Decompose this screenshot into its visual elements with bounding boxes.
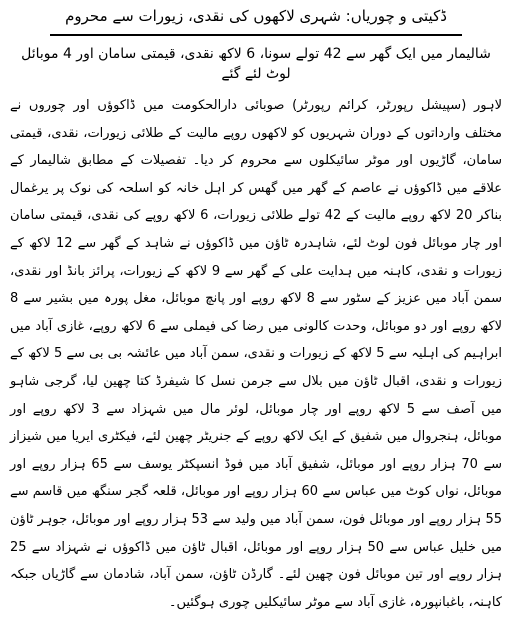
- subheadline: شالیمار میں ایک گھر سے 42 تولے سونا، 6 لاکھ نقدی، قیمتی سامان اور 4 موبائل لوٹ لئے گئے: [21, 46, 491, 82]
- headline: ڈکیتی و چوریاں: شہری لاکھوں کی نقدی، زیورات سے محروم: [65, 7, 447, 25]
- article-body: لاہور (سپیشل رپورٹر، کرائم رپورٹر) صوبائی دارالحکومت میں ڈاکوؤں اور چوروں نے مختلف وارداتوں کے دوران شہریوں کو لاکھوں روپے مالیت کے طلائی زیورات، نقدی، قیمتی سامان، گاڑیوں اور موٹر سائیکلوں سے محروم کر دیا۔ تفصیلات کے مطابق شالیمار کے علاقے میں ڈاکوؤں نے عاصم کے گھر میں گھس کر اہل خانہ کو اسلحہ کی نوک پر یرغمال بناکر 20 لاکھ روپے مالیت کے 42 تولے طلائی زیورات، 6 لاکھ روپے کی نقدی، قیمتی سامان اور چار موبائل فون لوٹ لئے، شاہدرہ ٹاؤن میں ڈاکوؤں نے شاہد کے گھر سے 12 لاکھ کے زیورات و نقدی، کاہنہ میں ہدایت علی کے گھر سے 9 لاکھ کے زیورات، پرائز بانڈ اور نقدی، سمن آباد میں عزیز کے سٹور سے 8 لاکھ روپے اور پانچ موبائل، مغل پورہ میں بشیر سے 8 لاکھ روپے اور دو موبائل، وحدت کالونی میں رضا کی فیملی سے 6 لاکھ روپے، غازی آباد میں ابراہیم کی اہلیہ سے 5 لاکھ کے زیورات و نقدی، سمن آباد میں عائشہ بی بی سے 5 لاکھ کے زیورات و نقدی، اقبال ٹاؤن میں بلال سے جرمن نسل کا شیفرڈ کتا چھین لیا، گرجی شاہو میں آصف سے 5 لاکھ روپے اور چار موبائل، لوئر مال میں شہزاد سے 3 لاکھ روپے اور موبائل، ہنجروال میں شفیق کے ایک لاکھ روپے کے جنریٹر چھین لئے، فیکٹری ایریا میں شیزاز سے 70 ہزار روپے اور موبائل، شفیق آباد میں فوڈ انسپکٹر یوسف سے 65 ہزار روپے اور موبائل، نواں کوٹ میں عباس سے 60 ہزار روپے اور موبائل، قلعہ گجر سنگھ میں قاسم سے 55 ہزار روپے اور موبائل فون، سمن آباد میں ولید سے 53 ہزار روپے اور موبائل، جوہر ٹاؤن میں خلیل عباس سے 50 ہزار روپے اور موبائل، اقبال ٹاؤن میں ڈاکوؤں نے شہزاد سے 25 ہزار روپے اور تین موبائل فون چھین لئے۔ گارڈن ٹاؤن، سمن آباد، شادمان سے گاڑیاں جبکہ کاہنہ، باغبانپورہ، غازی آباد سے موٹر سائیکلیں چوری ہوگئیں۔: [10, 98, 502, 610]
- headline-divider: [50, 34, 462, 36]
